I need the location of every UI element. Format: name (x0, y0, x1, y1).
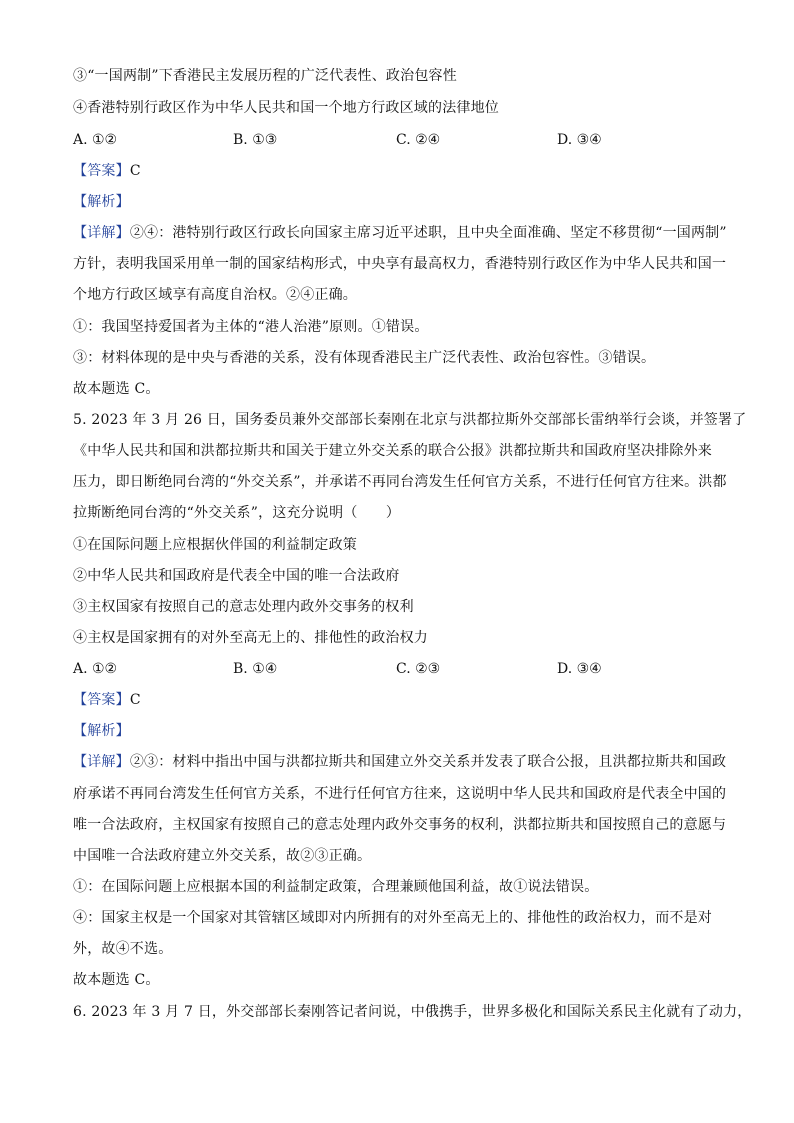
q5-choice-c: C. ②③ (396, 661, 441, 677)
answer-value: C (129, 163, 141, 179)
q5-detail-line: 唯一合法政府，主权国家有按照自己的意志处理内政外交事务的权利，洪都拉斯共和国按照自己的意愿与 (73, 817, 727, 833)
detail-text: ②④：港特别行政区行政长向国家主席习近平述职，且中央全面准确、坚定不移贯彻“一国两制” (129, 225, 727, 241)
q4-option-4: ④香港特别行政区作为中华人民共和国一个地方行政区域的法律地位 (73, 100, 499, 116)
q5-answer (73, 690, 723, 710)
q5-option-1: ①在国际问题上应根据伙伴国的利益制定政策 (73, 537, 357, 553)
q4-choice-b: B. ①③ (233, 132, 278, 148)
q4-analysis-label: 【解析】 (73, 194, 130, 210)
q5-stem-line: 拉斯断绝同台湾的“外交关系”，这充分说明（ ） (73, 505, 401, 521)
q5-detail-line: ④：国家主权是一个国家对其管辖区域即对内所拥有的对外至高无上的、排他性的政治权力，而不是对 (73, 910, 712, 926)
q5-conclusion: 故本题选 C。 (73, 972, 160, 988)
q5-choice-b: B. ①④ (233, 661, 278, 677)
answer-label: 【答案】 (73, 692, 130, 708)
q5-detail-line (73, 752, 727, 772)
detail-text: ②③：材料中指出中国与洪都拉斯共和国建立外交关系并发表了联合公报，且洪都拉斯共和国政 (129, 754, 727, 770)
q4-detail-line: ③：材料体现的是中央与香港的关系，没有体现香港民主广泛代表性、政治包容性。③错误。 (73, 350, 656, 366)
q5-option-3: ③主权国家有按照自己的意志处理内政外交事务的权利 (73, 599, 414, 615)
q5-stem-line: 5. 2023 年 3 月 26 日，国务委员兼外交部部长秦刚在北京与洪都拉斯外交部部长雷纳举行会谈，并签署了 (73, 412, 747, 428)
q6-stem-line: 6. 2023 年 3 月 7 日，外交部部长秦刚答记者问说，中俄携手，世界多极化和国际关系民主化就有了动力， (73, 1004, 752, 1020)
q4-detail-line (73, 223, 727, 243)
q4-detail-line: ①：我国坚持爱国者为主体的“港人治港”原则。①错误。 (73, 319, 429, 335)
q4-option-3: ③“一国两制”下香港民主发展历程的广泛代表性、政治包容性 (73, 68, 457, 84)
q4-detail-line: 方针，表明我国采用单一制的国家结构形式，中央享有最高权力，香港特别行政区作为中华人民共和国一 (73, 256, 727, 272)
q4-choice-c: C. ②④ (396, 132, 441, 148)
q5-choice-d: D. ③④ (557, 661, 602, 677)
q5-stem-line: 《中华人民共和国和洪都拉斯共和国关于建立外交关系的联合公报》洪都拉斯共和国政府坚决排除外来 (73, 443, 712, 459)
detail-label: 【详解】 (73, 754, 130, 770)
q4-conclusion: 故本题选 C。 (73, 381, 160, 397)
q5-analysis-label: 【解析】 (73, 723, 130, 739)
q5-option-4: ④主权是国家拥有的对外至高无上的、排他性的政治权力 (73, 630, 428, 646)
answer-value: C (129, 692, 141, 708)
q5-detail-line: 府承诺不再同台湾发生任何官方关系，不进行任何官方往来，这说明中华人民共和国政府是代表全中国的 (73, 786, 727, 802)
q4-choice-a: A. ①② (73, 132, 118, 148)
q4-answer (73, 161, 723, 181)
q5-detail-line: ①：在国际问题上应根据本国的利益制定政策，合理兼顾他国利益，故①说法错误。 (73, 879, 599, 895)
answer-label: 【答案】 (73, 163, 130, 179)
q4-choice-d: D. ③④ (557, 132, 602, 148)
q5-stem-line: 压力，即日断绝同台湾的“外交关系”，并承诺不再同台湾发生任何官方关系，不进行任何官方往来。洪都 (73, 474, 727, 490)
q5-choice-a: A. ①② (73, 661, 118, 677)
q5-detail-line: 中国唯一合法政府建立外交关系，故②③正确。 (73, 848, 372, 864)
q5-option-2: ②中华人民共和国政府是代表全中国的唯一合法政府 (73, 568, 400, 584)
q4-detail-line: 个地方行政区域享有高度自治权。②④正确。 (73, 287, 357, 303)
q5-detail-line: 外，故④不选。 (73, 941, 173, 957)
detail-label: 【详解】 (73, 225, 130, 241)
